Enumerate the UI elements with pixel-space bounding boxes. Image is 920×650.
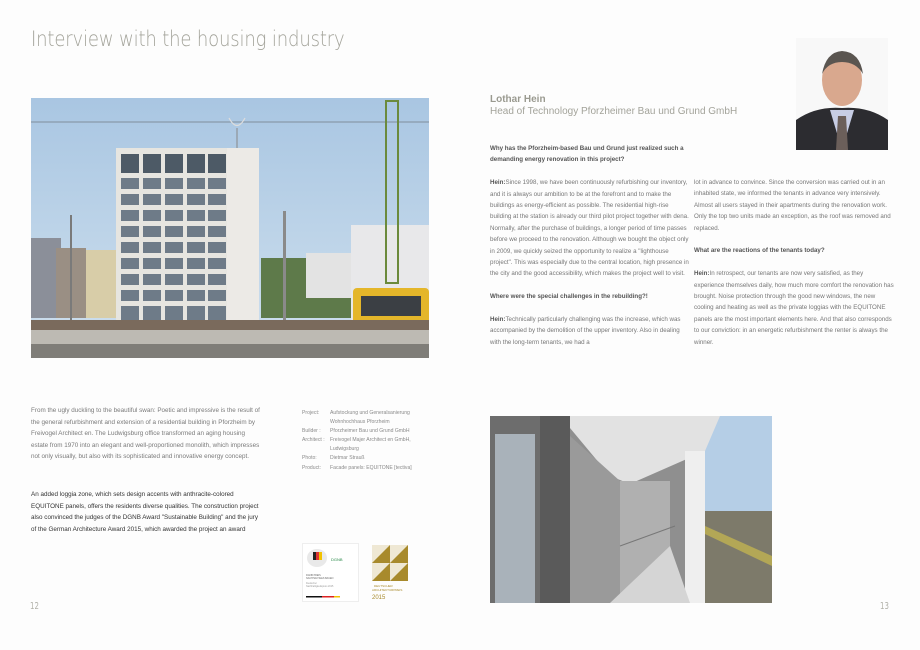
interview-column-left	[490, 143, 690, 348]
loggia-photo	[490, 416, 772, 603]
answer-3: Hein:In retrospect, our tenants are now very satisfied, as they experience themselves daily, how much more comfort the renovation has brought. Noise protection through the good new windows, the new cooling and heating as well as the private loggias with the EQUITONE panels are the most important elements here. And that also corresponds to our conviction: in an energetic refurbishment the renter is always the winner.	[694, 270, 894, 346]
question-1: Why has the Pforzheim-based Bau und Grund just realized such a demanding energy renovation in this project?	[490, 145, 684, 164]
intro-paragraph: From the ugly duckling to the beautiful swan: Poetic and impressive is the result of the general refurbishment and extension of a residential building in Pforzheim by Freivogel Architect en. The Ludwigsburg office transformed an aging housing estate from 1970 into an elegant and well-proportioned monolith, which impresses not only visually, but also with its sophisticated and innovative energy concept.	[31, 407, 260, 461]
speaker-label: Hein:	[490, 179, 506, 187]
page-title: Interview with the housing industry	[31, 27, 345, 51]
portrait-photo	[796, 38, 888, 150]
page-number-left: 12	[30, 601, 39, 612]
architecture-award-logo	[370, 543, 410, 603]
page-number-right: 13	[880, 601, 889, 612]
svg-text:DEUTSCHER: DEUTSCHER	[374, 584, 393, 588]
dgnb-award-logo	[302, 543, 359, 602]
answer-2: Hein:Technically particularly challenging was the increase, which was accompanied by the demolition of the upper inventory. Also in dealing with the long-term tenants, we had a	[490, 316, 681, 346]
question-2: Where were the special challenges in the rebuilding?!	[490, 293, 648, 301]
speaker-label: Hein:	[490, 316, 506, 324]
svg-text:Deutscher: Deutscher	[306, 582, 317, 585]
answer-2-continued: lot in advance to convince. Since the conversion was carried out in an inhabited state, we informed the tenants in advance very intensively. Almost all users stayed in their apartments during the renovation work. Only the top two units made an exception, as the roof was removed and replaced.	[694, 179, 891, 232]
interviewee-role: Head of Technology Pforzheimer Bau und Grund GmbH	[490, 106, 738, 117]
interview-column-right	[694, 177, 894, 348]
answer-1: Hein:Since 1998, we have been continuously refurbishing our inventory, and it is always our ambition to be at the forefront and to make the buildings as energy-efficient as possible. The residential high-rise building at the station is already our third pilot project together with dena. Normally, after the purchase of buildings, a longer period of time passes before we proceed to the renovation. Although we bought the object only in 2009, we quickly seized the opportunity to realize a "lighthouse project". This was especially due to the central location, high presence in the city and the good accessibility, which makes the project well to visit.	[490, 179, 689, 278]
question-3: What are the reactions of the tenants today?	[694, 247, 825, 255]
interviewee-name: Lothar Hein	[490, 94, 546, 105]
svg-text:DGNB PREIS: DGNB PREIS	[306, 574, 321, 577]
svg-text:ARCHITEKTURPREIS: ARCHITEKTURPREIS	[372, 588, 403, 592]
svg-text:DGNB: DGNB	[331, 557, 343, 562]
svg-text:Nachhaltigkeitspreis 2015: Nachhaltigkeitspreis 2015	[306, 585, 334, 588]
svg-text:NACHHALTIGES BAUEN: NACHHALTIGES BAUEN	[306, 577, 334, 580]
speaker-label: Hein:	[694, 270, 710, 278]
svg-text:2015: 2015	[372, 595, 386, 601]
project-credits: Project: Aufstockung und Generalsanierung Wohnhochhaus Pforzheim Builder : Pforzheimer Bau und Grund GmbH Architect : Freivogel Majer Architect en GmbH, Ludwigsburg Photo: Dietmar Strauß Product: Facade panels: EQUITONE [tectiva]	[302, 410, 412, 471]
intro-paragraph-2: An added loggia zone, which sets design accents with anthracite-colored EQUITONE panels, offers the residents diverse qualities. The construction project also convinced the judges of the DGNB Award "Sustainable Building" and the jury of the German Architecture Award 2015, which awarded the project an award	[31, 491, 259, 533]
building-exterior-photo	[31, 98, 429, 358]
